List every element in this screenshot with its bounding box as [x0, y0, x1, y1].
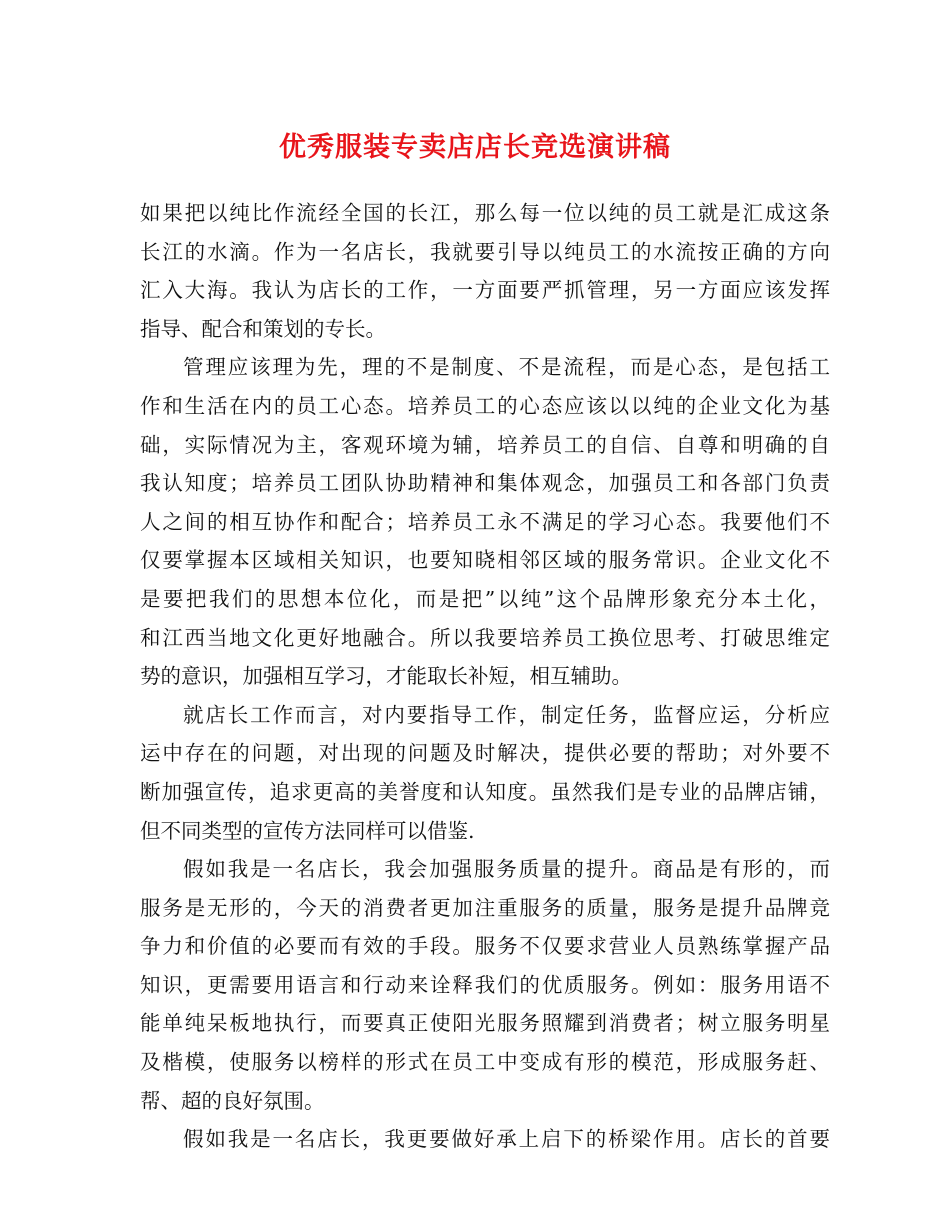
text-line: 帮、超的良好氛围。 [140, 1088, 325, 1113]
document-body [140, 194, 830, 1159]
text-line: 是要把我们的思想本位化，而是把”以纯”这个品牌形象充分本土化， [140, 586, 830, 611]
document-title: 优秀服装专卖店店长竞选演讲稿 [279, 132, 671, 163]
text-line: 及楷模，使服务以榜样的形式在员工中变成有形的模范，形成服务赶、 [140, 1050, 830, 1075]
text-line: 服务是无形的，今天的消费者更加注重服务的质量，服务是提升品牌竞 [140, 895, 830, 920]
paragraph-first-line: 假如我是一名店长，我会加强服务质量的提升。商品是有形的，而 [183, 857, 830, 882]
text-line: 势的意识，加强相互学习，才能取长补短，相互辅助。 [140, 664, 632, 689]
paragraph-first-line: 假如我是一名店长，我更要做好承上启下的桥梁作用。店长的首要 [183, 1127, 830, 1152]
text-line: 长江的水滴。作为一名店长，我就要引导以纯员工的水流按正确的方向 [140, 239, 830, 264]
text-line: 作和生活在内的员工心态。培养员工的心态应该以以纯的企业文化为基 [140, 393, 830, 418]
text-line: 但不同类型的宣传方法同样可以借鉴. [140, 818, 475, 843]
paragraph-first-line: 管理应该理为先，理的不是制度、不是流程，而是心态，是包括工 [183, 355, 830, 380]
text-line: 人之间的相互协作和配合；培养员工永不满足的学习心态。我要他们不 [140, 509, 830, 534]
text-line: 础，实际情况为主，客观环境为辅，培养员工的自信、自尊和明确的自 [140, 432, 830, 457]
text-line: 仅要掌握本区域相关知识，也要知晓相邻区域的服务常识。企业文化不 [140, 548, 830, 573]
text-line: 我认知度；培养员工团队协助精神和集体观念，加强员工和各部门负责 [140, 471, 830, 496]
text-line: 和江西当地文化更好地融合。所以我要培养员工换位思考、打破思维定 [140, 625, 830, 650]
text-line: 争力和价值的必要而有效的手段。服务不仅要求营业人员熟练掌握产品 [140, 934, 830, 959]
text-line: 汇入大海。我认为店长的工作，一方面要严抓管理，另一方面应该发挥 [140, 278, 830, 303]
text-line: 断加强宣传，追求更高的美誉度和认知度。虽然我们是专业的品牌店铺， [140, 779, 830, 804]
text-line: 知识，更需要用语言和行动来诠释我们的优质服务。例如：服务用语不 [140, 972, 830, 997]
text-line: 如果把以纯比作流经全国的长江，那么每一位以纯的员工就是汇成这条 [140, 201, 830, 225]
text-line: 指导、配合和策划的专长。 [140, 316, 386, 341]
text-line: 能单纯呆板地执行，而要真正使阳光服务照耀到消费者；树立服务明星 [140, 1011, 830, 1036]
text-line: 运中存在的问题，对出现的问题及时解决，提供必要的帮助；对外要不 [140, 741, 830, 766]
paragraph-first-line: 就店长工作而言，对内要指导工作，制定任务，监督应运，分析应 [183, 702, 830, 727]
